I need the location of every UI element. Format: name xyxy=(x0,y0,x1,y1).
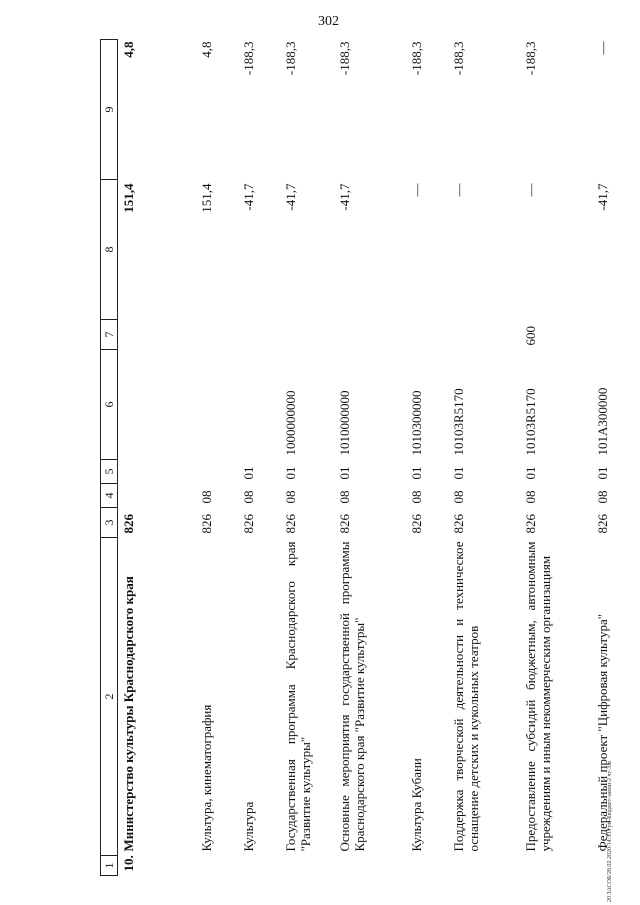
cell-c8: -41,7 xyxy=(594,183,610,211)
table-body xyxy=(101,40,640,876)
cell-c1 xyxy=(280,856,334,876)
cell-c2: Федеральный проект "Цифровая культура" xyxy=(594,613,610,852)
cell-c6: 1010000000 xyxy=(336,390,352,456)
cell-c8: — xyxy=(408,183,424,197)
table-row xyxy=(592,40,640,876)
header-cell-5: 5 xyxy=(101,460,118,484)
cell-c3: 826 xyxy=(450,514,466,534)
table-row xyxy=(448,40,520,876)
cell-c8: 151,4 xyxy=(121,183,137,213)
cell-c3: 826 xyxy=(198,514,214,534)
table-row xyxy=(334,40,406,876)
cell-c7 xyxy=(592,320,640,350)
cell-c8: 151,4 xyxy=(198,183,214,213)
cell-c6 xyxy=(118,350,196,460)
cell-c1 xyxy=(448,856,520,876)
cell-c5: 01 xyxy=(408,466,424,480)
cell-c7 xyxy=(280,320,334,350)
table-row xyxy=(520,40,592,876)
cell-c4: 08 xyxy=(522,490,538,504)
cell-c3: 826 xyxy=(594,514,610,534)
cell-c2: Культура, кинематография xyxy=(198,704,214,852)
cell-c4: 08 xyxy=(450,490,466,504)
cell-c3: 826 xyxy=(336,514,352,534)
cell-c7 xyxy=(118,320,196,350)
cell-c8: -41,7 xyxy=(282,183,298,211)
cell-c8: -41,7 xyxy=(336,183,352,211)
cell-c6: 10103R5170 xyxy=(522,388,538,456)
cell-c8: — xyxy=(450,183,466,197)
header-cell-9: 9 xyxy=(101,40,118,180)
cell-c4: 08 xyxy=(198,490,214,504)
cell-c5: 01 xyxy=(336,466,352,480)
cell-c2: Государственная программа Краснодарского края "Развитие культуры" xyxy=(282,541,313,852)
cell-c2: Культура Кубани xyxy=(408,758,424,852)
cell-c1: 10. xyxy=(121,855,137,872)
cell-c9: -188,3 xyxy=(522,41,538,76)
cell-c6: 101A300000 xyxy=(594,387,610,456)
cell-c6: 1010300000 xyxy=(408,390,424,456)
cell-c2: Культура xyxy=(240,801,256,852)
cell-c6: 1000000000 xyxy=(282,390,298,456)
cell-c4: 08 xyxy=(336,490,352,504)
rotated-table-container xyxy=(100,40,608,876)
page-number: 302 xyxy=(318,14,339,29)
cell-c4: 08 xyxy=(594,490,610,504)
cell-c2: Предоставление субсидий бюджетным, автономным учреждениям и иным некоммерческим организациям xyxy=(522,541,553,852)
cell-c7 xyxy=(406,320,448,350)
cell-c3: 826 xyxy=(522,514,538,534)
cell-c7 xyxy=(334,320,406,350)
cell-c1 xyxy=(592,856,640,876)
cell-c3: 826 xyxy=(408,514,424,534)
cell-c3: 826 xyxy=(121,514,137,534)
cell-c8: — xyxy=(522,183,538,197)
cell-c1 xyxy=(406,856,448,876)
cell-c1 xyxy=(334,856,406,876)
cell-c5: 01 xyxy=(522,466,538,480)
cell-c2: Министерство культуры Краснодарского края xyxy=(121,576,137,852)
cell-c9: -188,3 xyxy=(450,41,466,76)
header-cell-6: 6 xyxy=(101,350,118,460)
cell-c2: Поддержка творческой деятельности и техническое оснащение детских и кукольных театров xyxy=(450,541,481,852)
cell-c9: — xyxy=(594,41,610,55)
cell-c9: -188,3 xyxy=(282,41,298,76)
cell-c1 xyxy=(196,856,238,876)
cell-c1 xyxy=(520,856,592,876)
cell-c6 xyxy=(238,350,280,460)
cell-c1 xyxy=(238,856,280,876)
header-cell-7: 7 xyxy=(101,320,118,350)
table-row xyxy=(118,40,196,876)
cell-c7: 600 xyxy=(522,326,538,346)
cell-c7 xyxy=(448,320,520,350)
cell-c5 xyxy=(118,460,196,484)
cell-c2: Основные мероприятия государственной программы Краснодарского края "Развитие культуры" xyxy=(336,541,367,852)
cell-c9: -188,3 xyxy=(336,41,352,76)
table-header-row xyxy=(101,40,118,876)
cell-c6 xyxy=(196,350,238,460)
cell-c9: 4,8 xyxy=(121,41,137,58)
footer-file-path: 20 ЗАСОБ/28.02.2020/14:33/гум-Бюджет-закон-2 чт-3.п xyxy=(607,761,613,902)
header-cell-3: 3 xyxy=(101,508,118,538)
header-cell-4: 4 xyxy=(101,484,118,508)
cell-c5: 01 xyxy=(282,466,298,480)
cell-c7 xyxy=(196,320,238,350)
table-row xyxy=(238,40,280,876)
header-cell-8: 8 xyxy=(101,180,118,320)
cell-c5: 01 xyxy=(594,466,610,480)
cell-c4: 08 xyxy=(282,490,298,504)
cell-c8: -41,7 xyxy=(240,183,256,211)
table-row xyxy=(406,40,448,876)
cell-c6: 10103R5170 xyxy=(450,388,466,456)
cell-c3: 826 xyxy=(240,514,256,534)
cell-c9: 4,8 xyxy=(198,41,214,58)
cell-c3: 826 xyxy=(282,514,298,534)
header-cell-2: 2 xyxy=(101,538,118,856)
cell-c5: 01 xyxy=(450,466,466,480)
cell-c5: 01 xyxy=(240,466,256,480)
budget-table xyxy=(100,39,640,876)
table-row xyxy=(196,40,238,876)
header-cell-1: 1 xyxy=(101,856,118,876)
cell-c5 xyxy=(196,460,238,484)
table-row xyxy=(280,40,334,876)
cell-c4 xyxy=(118,484,196,508)
cell-c4: 08 xyxy=(240,490,256,504)
cell-c9: -188,3 xyxy=(408,41,424,76)
cell-c7 xyxy=(238,320,280,350)
cell-c4: 08 xyxy=(408,490,424,504)
cell-c9: -188,3 xyxy=(240,41,256,76)
